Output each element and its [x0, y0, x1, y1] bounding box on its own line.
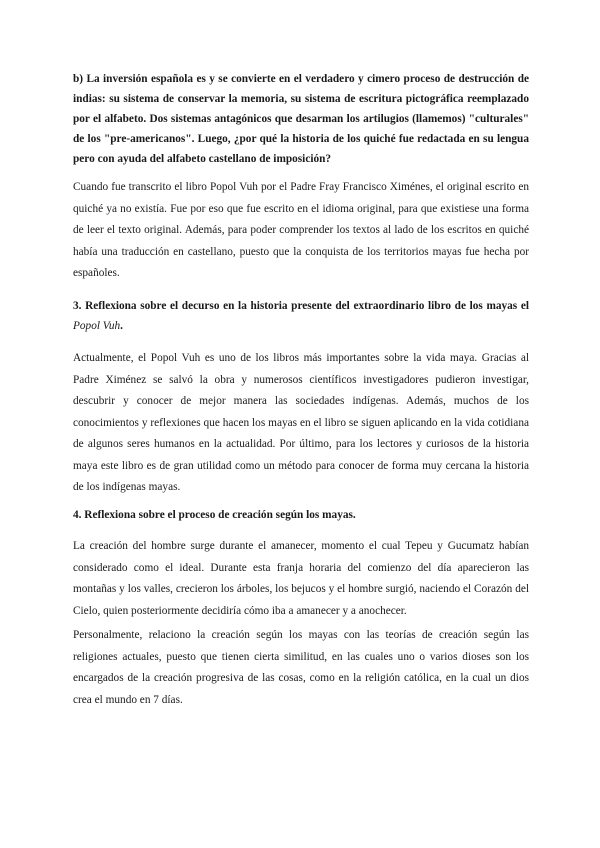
question-b: b) La inversión española es y se convierte en el verdadero y cimero proceso de destrucción de indias: su sistema de conservar la memoria, su sistema de escritura pictográfica reemplazado por el alfabeto. Dos sistemas antagónicos que desarman los artilugios (llamemos) "culturales" de los "pre-americanos". Luego, ¿por qué la historia de los quiché fue redactada en su lengua pero con ayuda del alfabeto castellano de imposición?: [73, 73, 529, 165]
answer-3: Actualmente, el Popol Vuh es uno de los libros más importantes sobre la vida maya. Gracias al Padre Ximénez se salvó la obra y numerosos científicos investigadores pudieron investigar, descubrir y conocer de mejor manera las sociedades indígenas. Además, muchos de los conocimientos y reflexiones que hacen los mayas en el libro se siguen aplicando en la vida cotidiana de algunos seres humanos en la actualidad. Por último, para los lectores y curiosos de la historia maya este libro es de gran utilidad como un método para conocer de forma muy cercana la historia de los indígenas mayas.: [73, 352, 529, 493]
question-3-text: 3. Reflexiona sobre el decurso en la historia presente del extraordinario libro de los mayas el: [73, 300, 529, 312]
question-3-book-title: Popol Vuh: [73, 320, 121, 332]
answer-b: Cuando fue transcrito el libro Popol Vuh por el Padre Fray Francisco Ximénes, el original escrito en quiché ya no existía. Fue por eso que fue escrito en el idioma original, para que existiese una forma de leer el texto original. Además, para poder comprender los textos al lado de los escritos en quiché había una traducción en castellano, puesto que la conquista de los territorios mayas fue hecha por españoles.: [73, 181, 529, 279]
question-3: [73, 296, 529, 336]
question-3-end: .: [120, 320, 123, 332]
answer-4-paragraph-1: La creación del hombre surge durante el amanecer, momento el cual Tepeu y Gucumatz habían considerado como el ideal. Durante esta franja horaria del comienzo del día aparecieron las montañas y los valles, crecieron los árboles, los bejucos y el hombre surgió, naciendo el Corazón del Cielo, quien posteriormente decidiría cómo iba a amanecer y a anochecer.: [73, 540, 529, 617]
question-4: 4. Reflexiona sobre el proceso de creación según los mayas.: [73, 509, 356, 521]
answer-4-paragraph-2: Personalmente, relaciono la creación según los mayas con las teorías de creación según las religiones actuales, puesto que tienen cierta similitud, en las cuales uno o varios dioses son los encargados de la creación progresiva de las cosas, como en la religión católica, en la cual un dios crea el mundo en 7 días.: [73, 629, 529, 706]
